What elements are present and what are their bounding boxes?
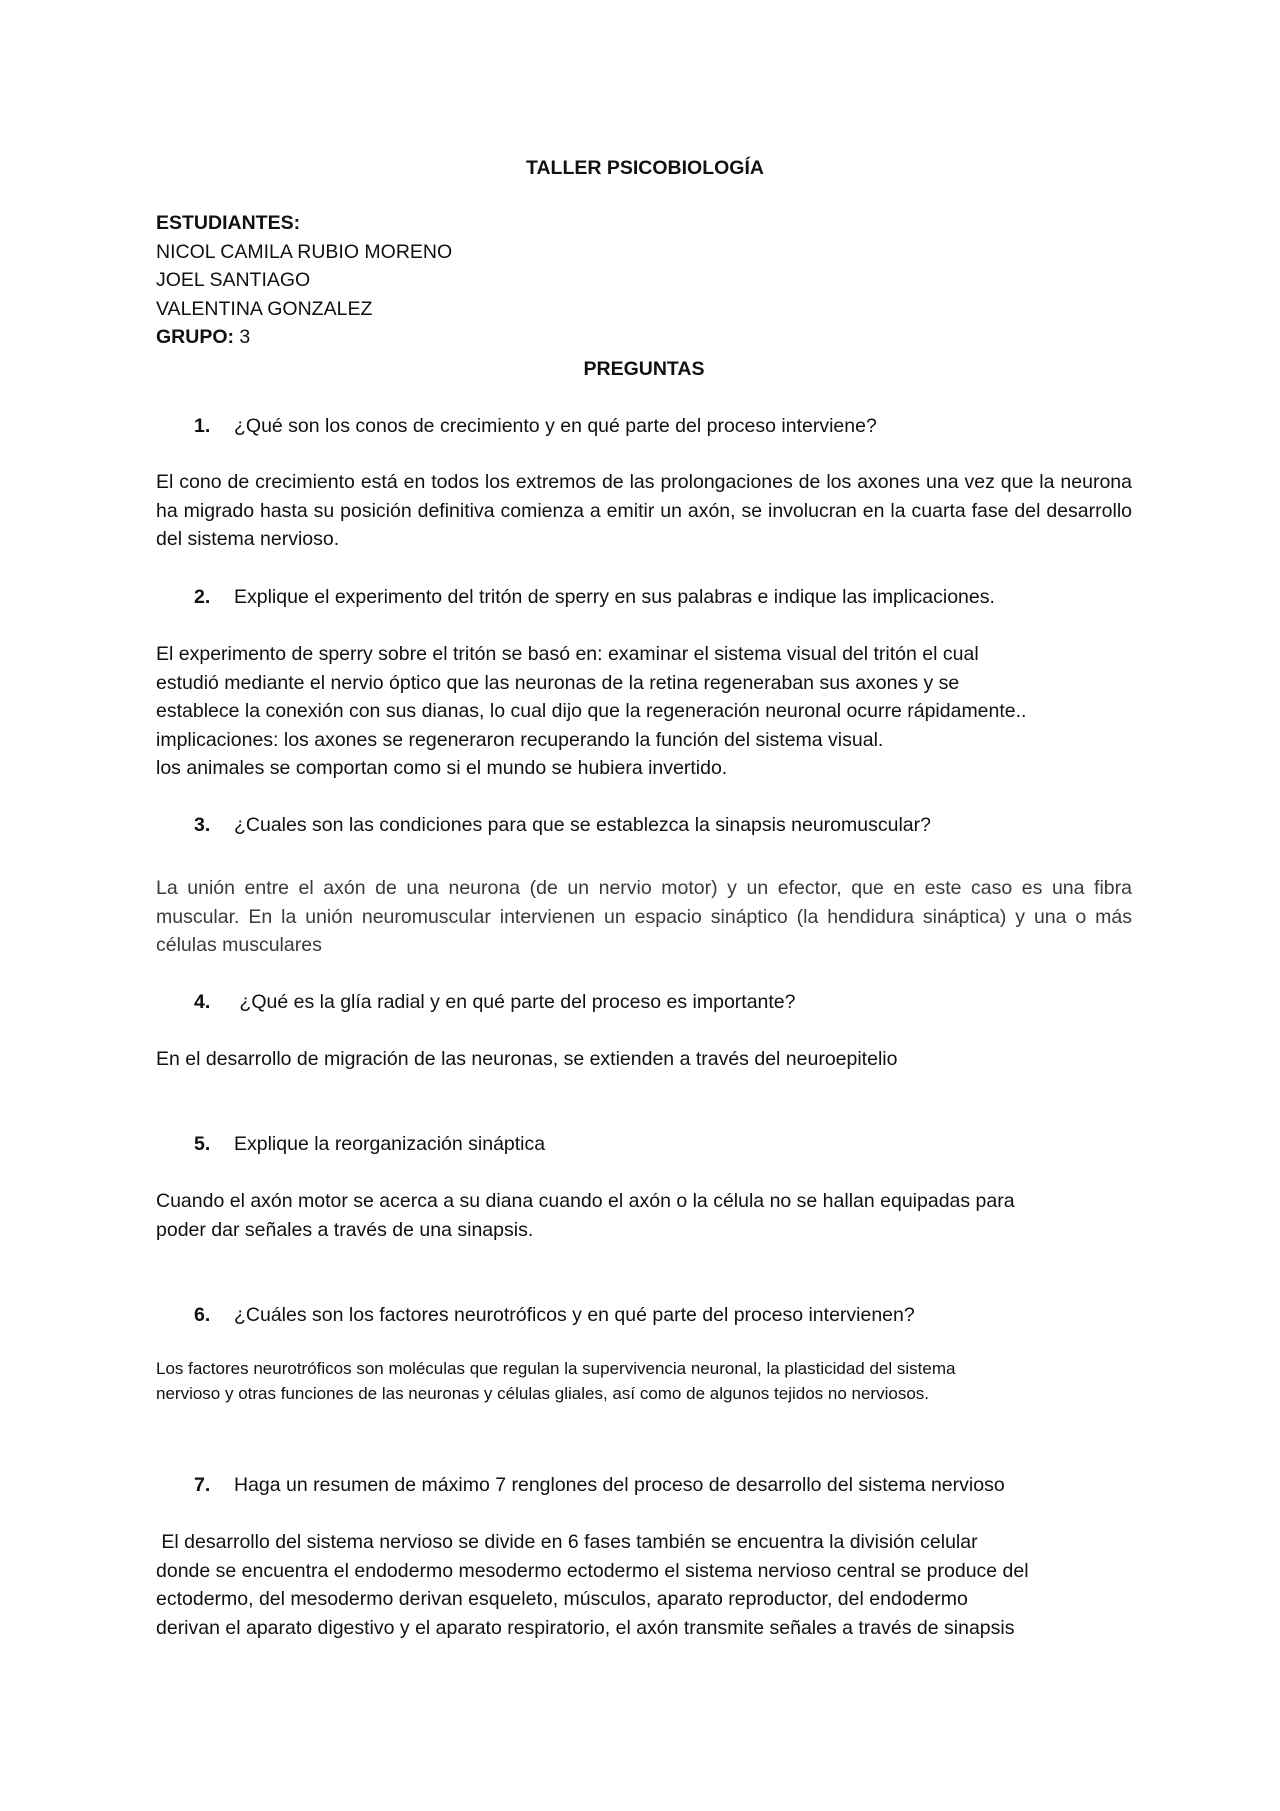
answer-line: nervioso y otras funciones de las neuronas y células gliales, así como de algunos tejidos no nerviosos. (156, 1384, 929, 1403)
answer-line: Los factores neurotróficos son moléculas que regulan la supervivencia neuronal, la plasticidad del sistema (156, 1359, 956, 1378)
question-4 (194, 988, 1134, 1017)
answer-line: ectodermo, del mesodermo derivan esqueleto, músculos, aparato reproductor, del endodermo (156, 1588, 968, 1610)
question-2 (194, 583, 1134, 612)
answer-line: estudió mediante el nervio óptico que las neuronas de la retina regeneraban sus axones y se (156, 671, 960, 694)
question-text: ¿Cuáles son los factores neurotróficos y en qué parte del proceso intervienen? (234, 1304, 915, 1326)
answer-line: poder dar señales a través de una sinapsis. (156, 1218, 534, 1241)
document-title: TALLER PSICOBIOLOGÍA (526, 157, 764, 179)
answer-line: los animales se comportan como si el mundo se hubiera invertido. (156, 757, 728, 779)
answer-line: El desarrollo del sistema nervioso se divide en 6 fases también se encuentra la división celular (156, 1531, 978, 1553)
student-name: JOEL SANTIAGO (156, 269, 311, 291)
group-line (156, 323, 1132, 352)
answer-line: implicaciones: los axones se regeneraron recuperando la función del sistema visual. (156, 728, 884, 751)
answer-2 (156, 640, 1132, 783)
answer-7 (156, 1528, 1132, 1642)
question-text: Explique la reorganización sináptica (234, 1133, 546, 1155)
section-heading: PREGUNTAS (583, 358, 705, 380)
question-text: Haga un resumen de máximo 7 renglones del proceso de desarrollo del sistema nervioso (234, 1474, 1005, 1496)
student-name: VALENTINA GONZALEZ (156, 297, 373, 320)
question-number: 5. (194, 1133, 211, 1155)
answer-1: El cono de crecimiento está en todos los extremos de las prolongaciones de los axones una vez que la neurona ha migrado hasta su posición definitiva comienza a emitir un axón, se involucran en la cuarta fase del desarrollo del sistema nervioso. (156, 471, 1132, 550)
question-number: 6. (194, 1304, 211, 1326)
answer-line: derivan el aparato digestivo y el aparato respiratorio, el axón transmite señales a través de sinapsis (156, 1616, 1015, 1639)
question-text: ¿Qué son los conos de crecimiento y en qué parte del proceso interviene? (234, 415, 877, 437)
answer-5 (156, 1187, 1132, 1244)
group-value: 3 (234, 326, 251, 348)
students-block (156, 209, 1132, 352)
question-text: Explique el experimento del tritón de sperry en sus palabras e indique las implicaciones. (234, 586, 995, 608)
question-6 (194, 1301, 1134, 1330)
answer-line: establece la conexión con sus dianas, lo cual dijo que la regeneración neuronal ocurre rápidamente.. (156, 700, 1027, 722)
student-name: NICOL CAMILA RUBIO MORENO (156, 240, 453, 263)
students-heading: ESTUDIANTES: (156, 212, 301, 234)
question-5 (194, 1130, 1134, 1159)
answer-3: La unión entre el axón de una neurona (de un nervio motor) y un efector, que en este caso es una fibra muscular. En la unión neuromuscular intervienen un espacio sináptico (la hendidura sináptica) y una o más células musculares (156, 877, 1132, 956)
answer-line: donde se encuentra el endodermo mesodermo ectodermo el sistema nervioso central se produce del (156, 1559, 1029, 1582)
question-3 (194, 811, 1134, 840)
question-text: ¿Qué es la glía radial y en qué parte del proceso es importante? (234, 991, 796, 1013)
question-number: 7. (194, 1474, 211, 1496)
answer-6 (156, 1356, 1132, 1406)
answer-4: En el desarrollo de migración de las neuronas, se extienden a través del neuroepitelio (156, 1048, 898, 1070)
question-7 (194, 1471, 1134, 1500)
question-number: 1. (194, 415, 211, 437)
question-number: 3. (194, 814, 211, 836)
question-number: 4. (194, 991, 211, 1013)
question-number: 2. (194, 586, 211, 608)
answer-line: El experimento de sperry sobre el tritón se basó en: examinar el sistema visual del tritón el cual (156, 643, 979, 665)
group-label: GRUPO: (156, 326, 234, 348)
question-1 (194, 412, 1134, 441)
question-text: ¿Cuales son las condiciones para que se establezca la sinapsis neuromuscular? (234, 814, 931, 836)
answer-line: Cuando el axón motor se acerca a su diana cuando el axón o la célula no se hallan equipadas para (156, 1190, 1015, 1212)
